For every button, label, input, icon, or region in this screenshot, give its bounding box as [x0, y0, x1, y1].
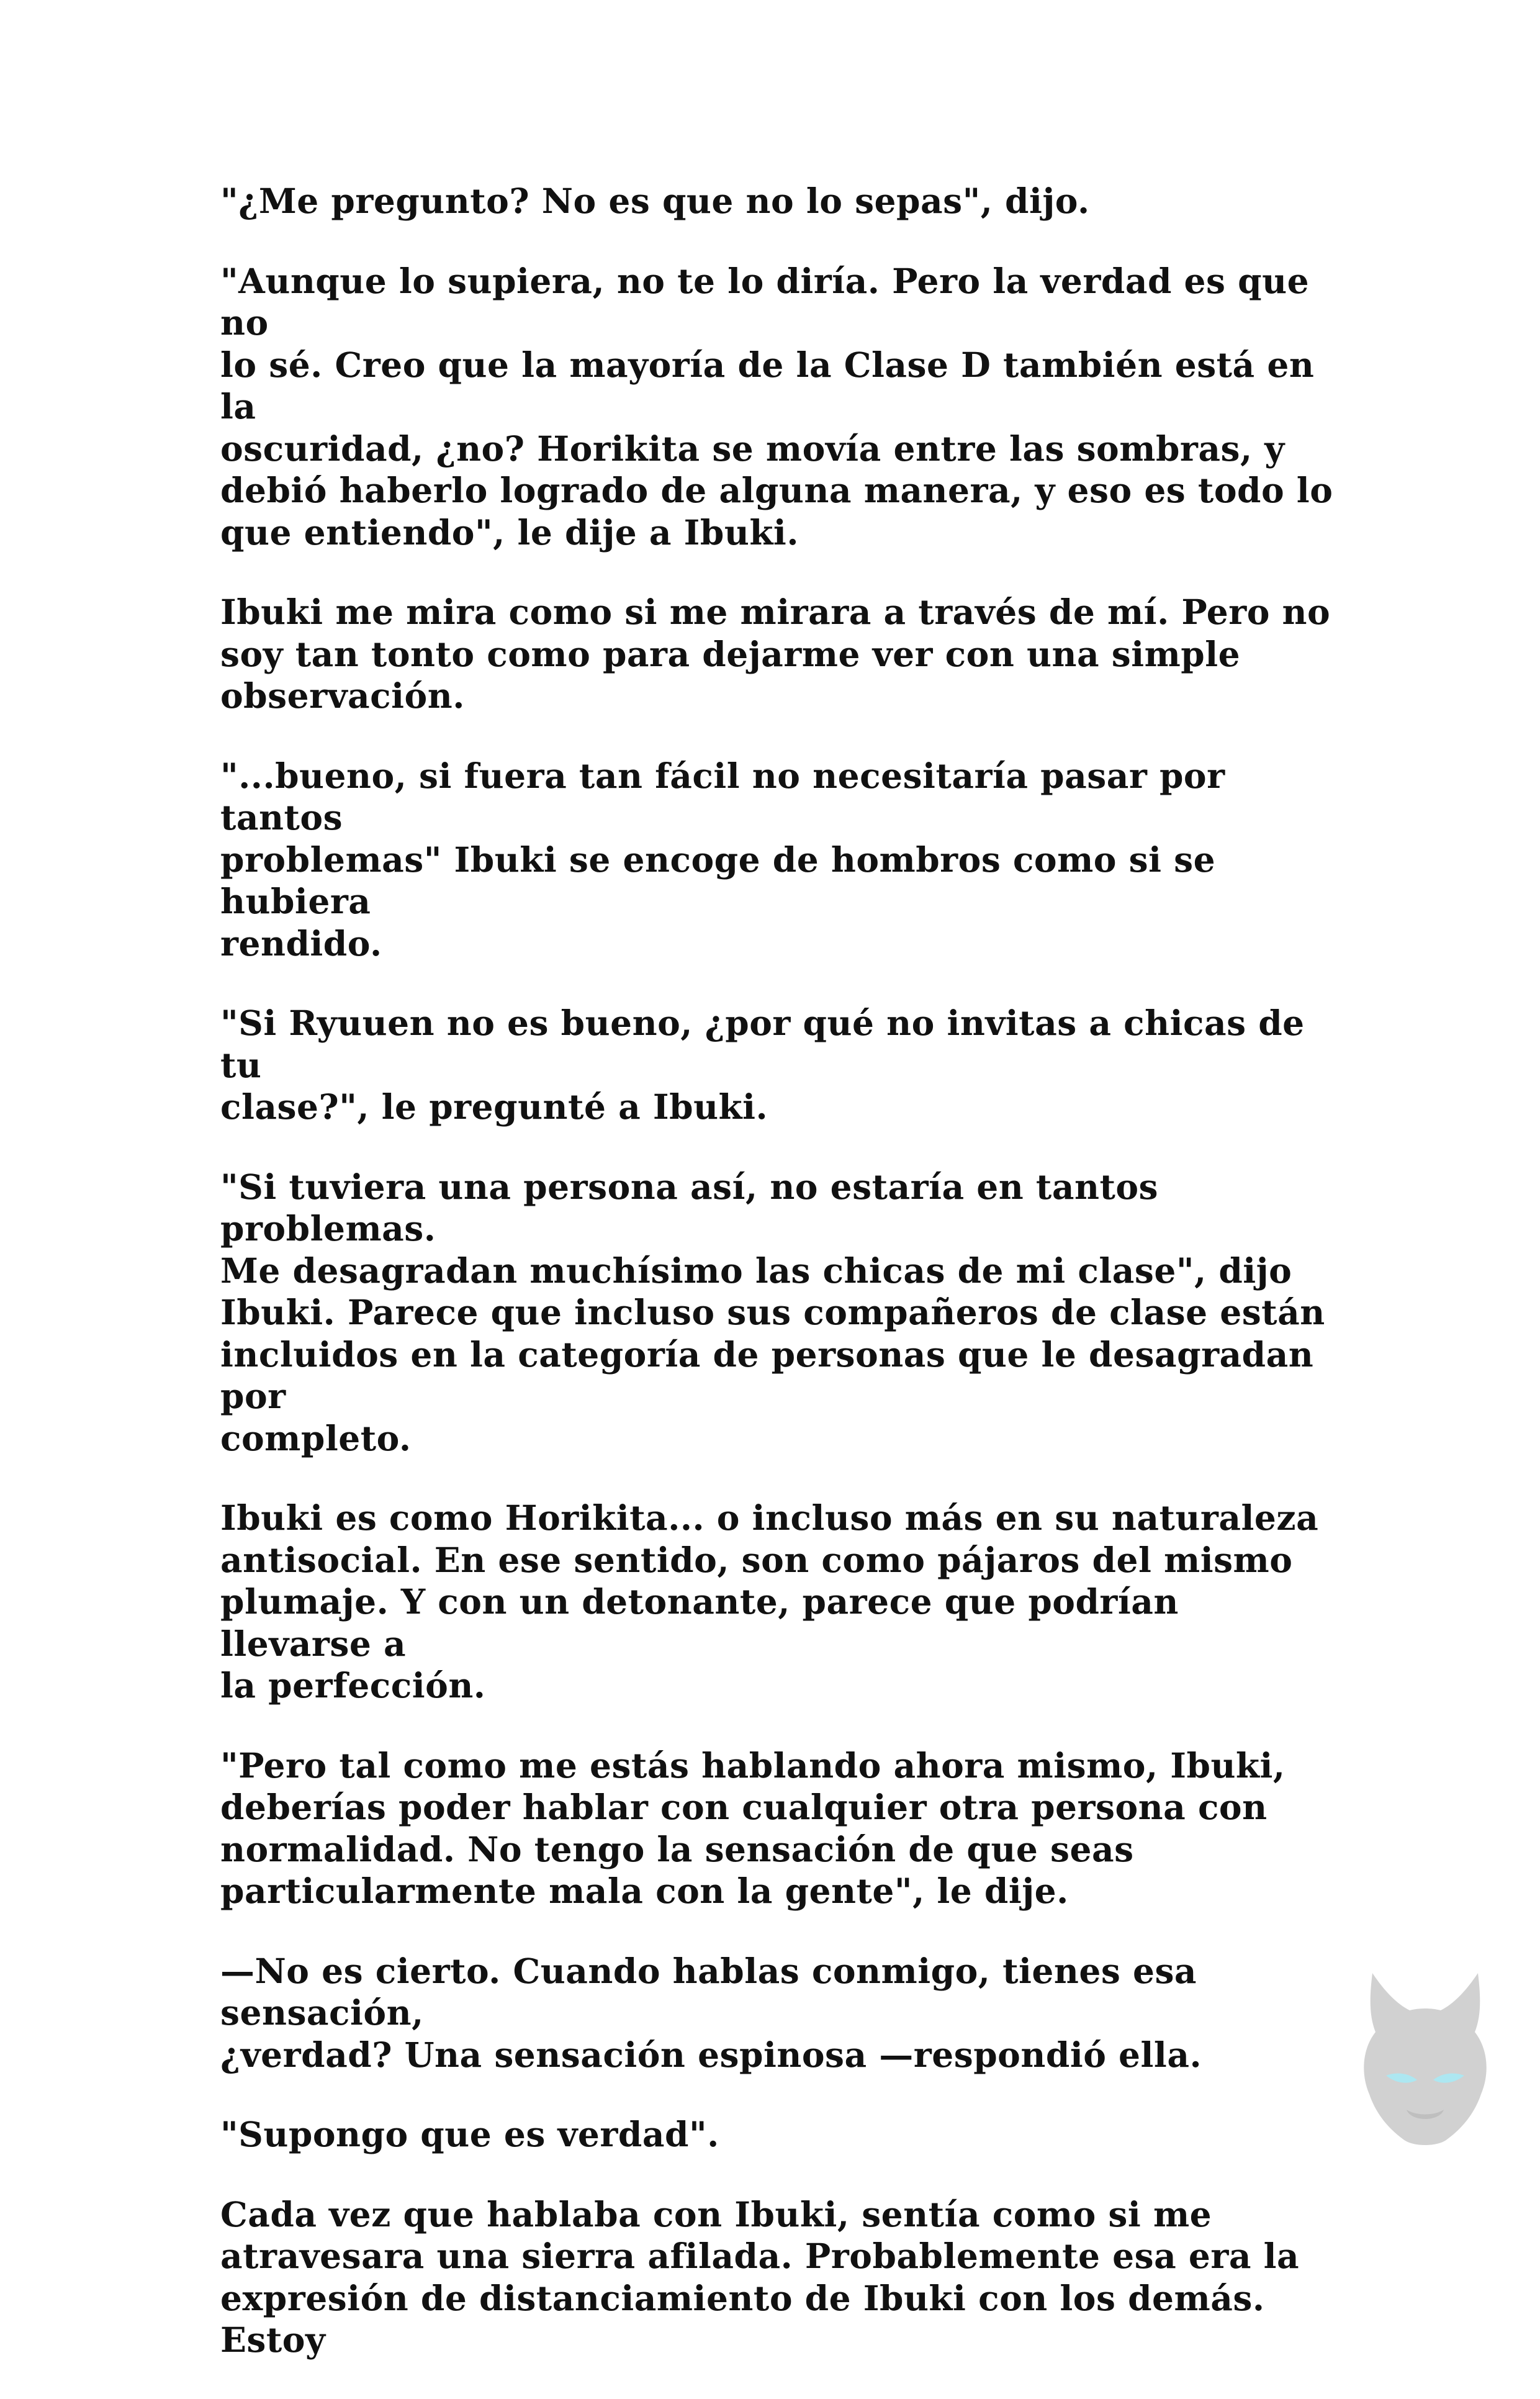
paragraph-1: "¿Me pregunto? No es que no lo sepas", dijo. — [220, 181, 1090, 221]
paragraph-4: "...bueno, si fuera tan fácil no necesitaría pasar por tantos problemas" Ibuki se encoge de hombros como si se hubiera rendido. — [220, 755, 1225, 964]
paragraph-11: Cada vez que hablaba con Ibuki, sentía como si me atravesara una sierra afilada. Probablemente esa era la expresión de distanciamiento de Ibuki con los demás. Estoy — [220, 2193, 1300, 2360]
demon-head-icon — [1348, 1967, 1503, 2153]
paragraph-8: "Pero tal como me estás hablando ahora mismo, Ibuki, deberías poder hablar con cualquier otra persona con normalidad. No tengo la sensación de que seas particularmente mala con la gente", le dije. — [220, 1745, 1286, 1911]
paragraph-10: "Supongo que es verdad". — [220, 2114, 719, 2154]
paragraph-3: Ibuki me mira como si me mirara a través de mí. Pero no soy tan tonto como para dejarme ver con una simple observación. — [220, 592, 1331, 716]
document-page — [220, 180, 1338, 2399]
paragraph-9: —No es cierto. Cuando hablas conmigo, tienes esa sensación, ¿verdad? Una sensación espinosa —respondió ella. — [220, 1950, 1202, 2075]
paragraph-5: "Si Ryuuen no es bueno, ¿por qué no invitas a chicas de tu clase?", le pregunté a Ibuki. — [220, 1003, 1305, 1127]
paragraph-7: Ibuki es como Horikita... o incluso más en su naturaleza antisocial. En ese sentido, son como pájaros del mismo plumaje. Y con un detonante, parece que podrían llevarse a la perfección. — [220, 1498, 1319, 1706]
paragraph-2: "Aunque lo supiera, no te lo diría. Pero la verdad es que no lo sé. Creo que la mayoría de la Clase D también está en la oscuridad, ¿no? Horikita se movía entre las sombras, y debió haberlo logrado de alguna manera, y eso es todo lo que entiendo", le dije a Ibuki. — [220, 260, 1333, 553]
paragraph-6: "Si tuviera una persona así, no estaría en tantos problemas. Me desagradan muchísimo las chicas de mi clase", dijo Ibuki. Parece que incluso sus compañeros de clase están incluidos en la categoría de personas que le desagradan por completo. — [220, 1166, 1325, 1458]
